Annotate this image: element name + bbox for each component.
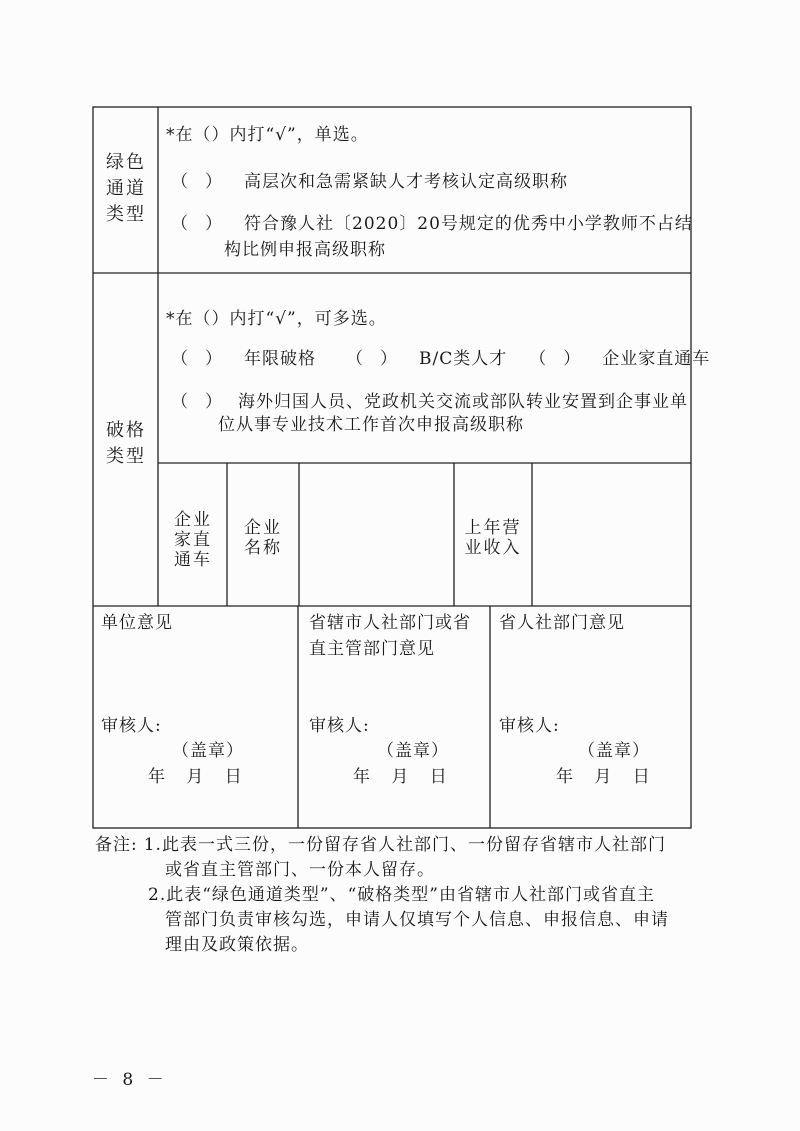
exception-type-label: 破格 类型	[106, 420, 146, 467]
province-seal: （盖章）	[578, 741, 650, 761]
revenue-header: 上年营 业收入	[464, 518, 522, 558]
company-name-field[interactable]	[300, 464, 453, 605]
checkbox-blank[interactable]: （ ）	[171, 214, 222, 234]
page-number: － 8 －	[92, 1070, 165, 1090]
city-dept-opinion-title-1: 省辖市人社部门或省	[309, 613, 471, 633]
company-name-header: 企业 名称	[244, 518, 282, 558]
green-channel-option-2-cont: 构比例申报高级职称	[224, 240, 386, 260]
green-channel-label: 绿色 通道 类型	[106, 152, 146, 225]
province-reviewer: 审核人:	[499, 716, 560, 736]
green-channel-option-1[interactable]: （ ） 高层次和急需紧缺人才考核认定高级职称	[171, 172, 568, 192]
green-channel-instruction: *在（）内打“√”，单选。	[166, 125, 369, 145]
exception-options-row: （ ） 年限破格 （ ） B/C类人才 （ ） 企业家直通车	[171, 349, 711, 369]
checkbox-blank[interactable]: （ ）	[171, 392, 222, 412]
unit-opinion-title: 单位意见	[101, 613, 173, 633]
city-dept-date: 年 月 日	[353, 767, 448, 787]
notes-line-2: 2.此表“绿色通道类型”、“破格类型”由省辖市人社部门或省直主	[148, 885, 655, 905]
city-dept-reviewer: 审核人:	[309, 716, 370, 736]
green-channel-option-2[interactable]: （ ） 符合豫人社〔2020〕20号规定的优秀中小学教师不占结	[171, 214, 693, 234]
province-date: 年 月 日	[556, 767, 651, 787]
unit-reviewer: 审核人:	[101, 716, 162, 736]
city-dept-seal: （盖章）	[377, 741, 449, 761]
exception-option-4[interactable]: （ ） 海外归国人员、党政机关交流或部队转业安置到企事业单	[171, 392, 688, 412]
checkbox-blank[interactable]: （ ）	[171, 349, 222, 369]
exception-option-4-cont: 位从事专业技术工作首次申报高级职称	[218, 415, 524, 435]
checkbox-blank[interactable]: （ ）	[346, 349, 397, 369]
notes-line-2-cont: 管部门负责审核勾选，申请人仅填写个人信息、申报信息、申请	[165, 910, 669, 930]
checkbox-blank[interactable]: （ ）	[171, 172, 222, 192]
notes-line-1-cont: 或省直主管部门、一份本人留存。	[165, 860, 435, 880]
entrepreneur-channel-header: 企业 家直 通车	[174, 510, 212, 570]
city-dept-opinion-title-2: 直主管部门意见	[309, 639, 435, 659]
revenue-field[interactable]	[533, 464, 690, 605]
checkbox-blank[interactable]: （ ）	[529, 349, 581, 369]
unit-seal: （盖章）	[172, 741, 244, 761]
province-opinion-title: 省人社部门意见	[499, 613, 625, 633]
unit-date: 年 月 日	[148, 767, 243, 787]
notes-line-1: 备注: 1.此表一式三份，一份留存省人社部门、一份留存省辖市人社部门	[95, 835, 666, 855]
notes-line-2-cont2: 理由及政策依据。	[165, 935, 309, 955]
exception-instruction: *在（）内打“√”，可多选。	[166, 309, 387, 329]
